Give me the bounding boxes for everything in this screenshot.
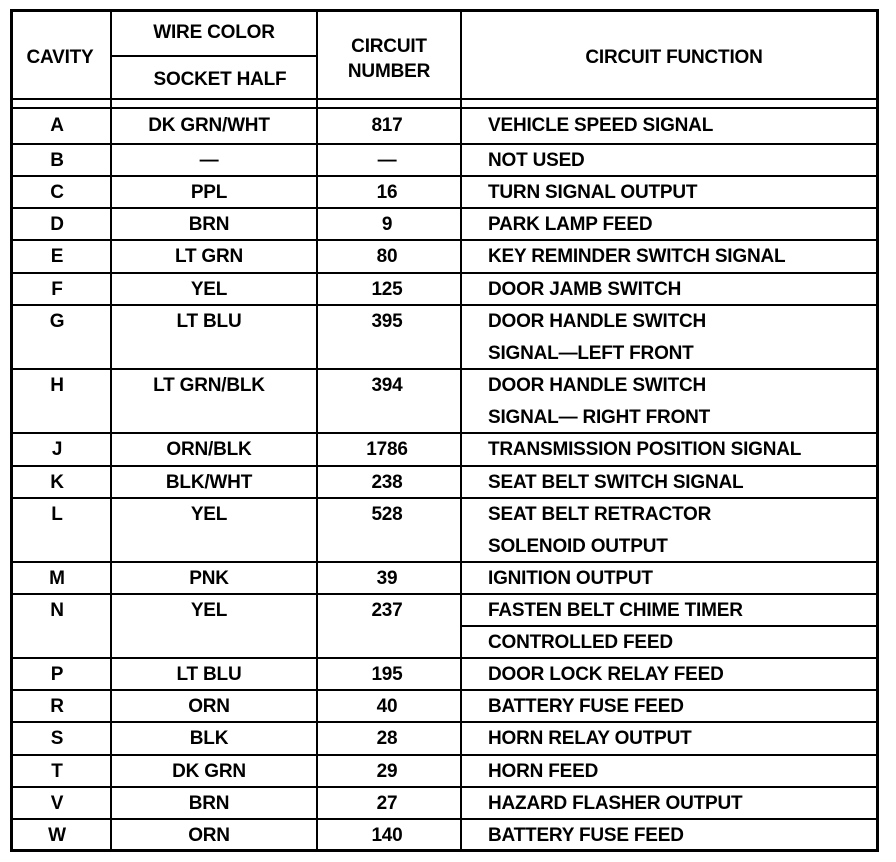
row-divider: [10, 689, 879, 691]
wire-color-cell: DK GRN: [172, 761, 246, 782]
circuit-function-cell: PARK LAMP FEED: [488, 214, 653, 235]
circuit-function-cell: DOOR JAMB SWITCH: [488, 279, 682, 300]
row-divider: [10, 497, 879, 499]
circuit-function-cell: SOLENOID OUTPUT: [488, 536, 668, 557]
cavity-cell: G: [49, 311, 65, 332]
circuit-function-cell: SIGNAL—LEFT FRONT: [488, 343, 694, 364]
cavity-cell: D: [50, 214, 64, 235]
circuit-function-cell: NOT USED: [488, 150, 585, 171]
header-rule: [10, 107, 879, 109]
circuit-function-cell: HORN RELAY OUTPUT: [488, 728, 692, 749]
circuit-function-cell: TURN SIGNAL OUTPUT: [488, 182, 698, 203]
cavity-cell: L: [51, 504, 63, 525]
wire-color-cell: YEL: [190, 600, 228, 621]
row-divider: [10, 721, 879, 723]
circuit-number-cell: 27: [376, 793, 398, 814]
header-circuit-number-line2: NUMBER: [347, 61, 431, 82]
wire-color-cell: YEL: [190, 504, 228, 525]
circuit-number-cell: 28: [376, 728, 398, 749]
wire-color-cell: BLK/WHT: [165, 472, 253, 493]
circuit-number-cell: 237: [371, 600, 403, 621]
circuit-number-cell: 395: [371, 311, 403, 332]
row-divider: [10, 818, 879, 820]
cavity-cell: P: [50, 664, 64, 685]
circuit-function-cell: TRANSMISSION POSITION SIGNAL: [488, 439, 802, 460]
cavity-cell: J: [51, 439, 63, 460]
wire-color-cell: BLK: [189, 728, 229, 749]
wire-color-cell: DK GRN/WHT: [148, 115, 270, 136]
wire-color-cell: LT BLU: [176, 311, 242, 332]
cavity-cell: N: [50, 600, 64, 621]
wire-color-cell: LT GRN/BLK: [153, 375, 265, 396]
header-wire-color: WIRE COLOR: [153, 22, 275, 43]
circuit-number-cell: 29: [376, 761, 398, 782]
circuit-number-cell: 125: [371, 279, 403, 300]
wire-color-cell: ORN: [188, 825, 230, 846]
circuit-function-cell: SIGNAL— RIGHT FRONT: [488, 407, 711, 428]
cavity-cell: T: [51, 761, 63, 782]
circuit-function-cell: FASTEN BELT CHIME TIMER: [488, 600, 743, 621]
circuit-number-cell: 195: [371, 664, 403, 685]
cavity-cell: F: [51, 279, 63, 300]
circuit-function-cell: VEHICLE SPEED SIGNAL: [488, 115, 714, 136]
row-divider: [10, 304, 879, 306]
wire-color-cell: LT BLU: [176, 664, 242, 685]
wire-color-cell: YEL: [190, 279, 228, 300]
header-circuit-function: CIRCUIT FUNCTION: [585, 47, 763, 68]
circuit-function-cell: BATTERY FUSE FEED: [488, 825, 684, 846]
wire-color-cell: PNK: [189, 568, 229, 589]
circuit-function-cell: DOOR HANDLE SWITCH: [488, 375, 707, 396]
circuit-number-cell: 238: [371, 472, 403, 493]
circuit-number-cell: 140: [371, 825, 403, 846]
row-divider: [10, 239, 879, 241]
row-divider: [10, 754, 879, 756]
row-divider: [10, 465, 879, 467]
cavity-cell: R: [50, 696, 64, 717]
cavity-cell: B: [50, 150, 64, 171]
cavity-cell: S: [50, 728, 64, 749]
wire-color-cell: LT GRN: [174, 246, 244, 267]
circuit-number-cell: 40: [376, 696, 398, 717]
circuit-function-cell: SEAT BELT RETRACTOR: [488, 504, 712, 525]
cavity-cell: C: [50, 182, 64, 203]
circuit-number-cell: 9: [381, 214, 393, 235]
column-divider: [110, 9, 112, 852]
header-rule: [10, 98, 879, 100]
row-divider: [10, 657, 879, 659]
circuit-function-cell: BATTERY FUSE FEED: [488, 696, 684, 717]
wire-color-divider: [110, 55, 316, 57]
row-divider: [10, 272, 879, 274]
connector-table-frame: [10, 9, 879, 852]
header-socket-half: SOCKET HALF: [153, 69, 287, 90]
row-divider: [10, 143, 879, 145]
circuit-number-cell: 80: [376, 246, 398, 267]
circuit-function-cell: SEAT BELT SWITCH SIGNAL: [488, 472, 744, 493]
row-divider: [460, 625, 879, 627]
cavity-cell: V: [50, 793, 64, 814]
circuit-function-cell: CONTROLLED FEED: [488, 632, 673, 653]
header-cavity: CAVITY: [26, 47, 94, 68]
circuit-function-cell: DOOR LOCK RELAY FEED: [488, 664, 724, 685]
circuit-function-cell: IGNITION OUTPUT: [488, 568, 653, 589]
cavity-cell: H: [50, 375, 64, 396]
wire-color-cell: ORN/BLK: [166, 439, 252, 460]
circuit-number-cell: 1786: [366, 439, 408, 460]
cavity-cell: M: [49, 568, 65, 589]
cavity-cell: K: [50, 472, 64, 493]
column-divider: [460, 9, 462, 852]
row-divider: [10, 561, 879, 563]
wire-color-cell: BRN: [188, 793, 230, 814]
cavity-cell: E: [50, 246, 64, 267]
circuit-number-cell: 394: [371, 375, 403, 396]
circuit-function-cell: DOOR HANDLE SWITCH: [488, 311, 707, 332]
circuit-number-cell: 16: [376, 182, 398, 203]
row-divider: [10, 432, 879, 434]
row-divider: [10, 368, 879, 370]
cavity-cell: A: [50, 115, 64, 136]
circuit-number-cell: 528: [371, 504, 403, 525]
cavity-cell: W: [48, 825, 66, 846]
wire-color-cell: ORN: [188, 696, 230, 717]
circuit-number-cell: —: [377, 150, 397, 171]
circuit-function-cell: HORN FEED: [488, 761, 599, 782]
header-circuit-number-line1: CIRCUIT: [351, 36, 427, 57]
wire-color-cell: BRN: [188, 214, 230, 235]
column-divider: [316, 9, 318, 852]
row-divider: [10, 593, 879, 595]
circuit-number-cell: 817: [371, 115, 403, 136]
row-divider: [10, 175, 879, 177]
wire-color-cell: —: [199, 150, 219, 171]
row-divider: [10, 786, 879, 788]
circuit-number-cell: 39: [376, 568, 398, 589]
circuit-function-cell: KEY REMINDER SWITCH SIGNAL: [488, 246, 786, 267]
wire-color-cell: PPL: [190, 182, 228, 203]
row-divider: [10, 207, 879, 209]
circuit-function-cell: HAZARD FLASHER OUTPUT: [488, 793, 743, 814]
